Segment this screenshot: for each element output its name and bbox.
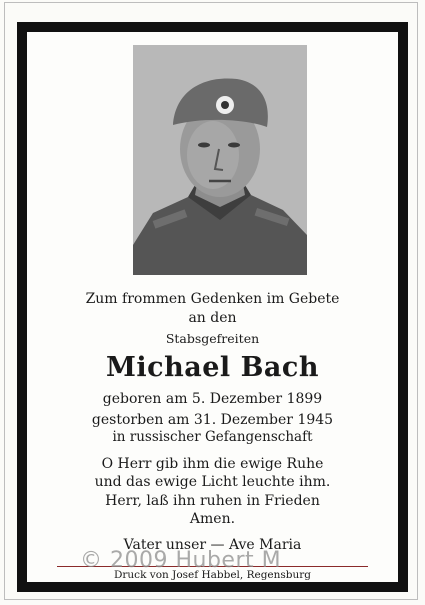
portrait-photo bbox=[133, 45, 307, 275]
death-circumstance: in russischer Gefangenschaft bbox=[112, 429, 313, 445]
prayer-line-3: Herr, laß ihn ruhen in Frieden bbox=[105, 493, 320, 509]
prayer-amen: Amen. bbox=[189, 511, 236, 527]
copyright-watermark: © 2009 Hubert M bbox=[80, 548, 282, 573]
printer-credit: Druck von Josef Habbel, Regensburg bbox=[113, 569, 312, 581]
card-content bbox=[27, 32, 398, 582]
death-date: gestorben am 31. Dezember 1945 bbox=[91, 412, 334, 428]
prayer-line-1: O Herr gib ihm die ewige Ruhe bbox=[101, 456, 324, 472]
birth-date: geboren am 5. Dezember 1899 bbox=[102, 391, 323, 407]
dedication-line: Zum frommen Gedenken im Gebete bbox=[85, 291, 340, 307]
rank: Stabsgefreiten bbox=[165, 331, 260, 346]
closing-prayer: Vater unser — Ave Maria bbox=[123, 537, 302, 553]
deceased-name: Michael Bach bbox=[106, 352, 319, 383]
prayer-line-2: und das ewige Licht leuchte ihm. bbox=[94, 474, 331, 490]
dedication-line-2: an den bbox=[188, 310, 237, 326]
